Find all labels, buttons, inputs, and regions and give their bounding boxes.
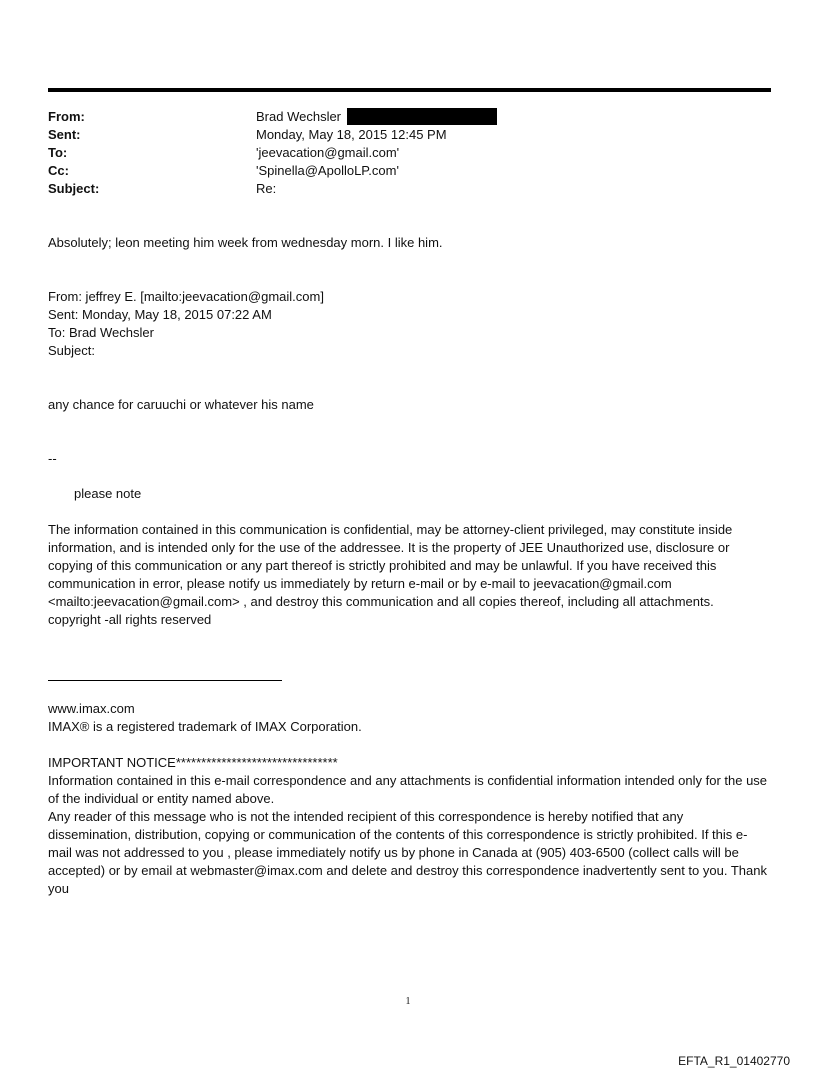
from-label: From: xyxy=(48,109,85,124)
quoted-body xyxy=(48,396,768,414)
from-value xyxy=(256,108,768,126)
signature-separator xyxy=(48,680,282,681)
please-note: please note xyxy=(74,486,142,501)
from-row xyxy=(48,108,768,126)
quoted-subject: Subject: xyxy=(48,343,95,358)
subject-label: Subject: xyxy=(48,181,100,196)
notice-title: IMPORTANT NOTICE******************************** xyxy=(48,755,338,770)
reply-text: Absolutely; leon meeting him week from wednesday morn. I like him. xyxy=(48,235,443,250)
disclaimer-text: The information contained in this communication is confidential, may be attorney-client privileged, may constitute inside information, and is intended only for the use of the addressee. It is the property of JEE Unauthorized use, disclosure or copying of this communication or any part thereof is strictly prohibited and may be unlawful. If you have received this communication in error, please notify us immediately by return e-mail or by e-mail to jeevacation@gmail.com <mailto:jeevacation@gmail.com> , and destroy this communication and all copies thereof, including all attachments. copyright -all rights reserved xyxy=(48,522,733,627)
cc-label: Cc: xyxy=(48,163,69,178)
sent-label: Sent: xyxy=(48,127,81,142)
page-number: 1 xyxy=(405,996,411,1007)
notice-paragraph-2: Any reader of this message who is not the intended recipient of this correspondence is hereby notified that any dissemination, distribution, copying or communication of the contents of this correspondence is strictly prohibited. If this e-mail was not addressed to you , please immediately notify us by phone in Canada at (905) 403-6500 (collect calls will be accepted) or by email at webmaster@imax.com and delete and destroy this correspondence inadvertently sent to you. Thank you xyxy=(48,809,767,896)
notice-paragraph-1: Information contained in this e-mail correspondence and any attachments is confidential information intended only for the use of the individual or entity named above. xyxy=(48,773,768,806)
email-header xyxy=(48,108,768,198)
trademark: IMAX® is a registered trademark of IMAX Corporation. xyxy=(48,719,362,734)
reply-body xyxy=(48,234,768,252)
to-value: 'jeevacation@gmail.com' xyxy=(256,145,400,160)
signature-dash xyxy=(48,450,768,468)
sent-value: Monday, May 18, 2015 12:45 PM xyxy=(256,127,447,142)
quoted-sent: Sent: Monday, May 18, 2015 07:22 AM xyxy=(48,307,272,322)
subject-row xyxy=(48,180,768,198)
bates-number: EFTA_R1_01402770 xyxy=(678,1054,790,1068)
sig-dash: -- xyxy=(48,451,57,466)
confidentiality-disclaimer xyxy=(48,521,768,629)
to-label: To: xyxy=(48,145,68,160)
quoted-text: any chance for caruuchi or whatever his name xyxy=(48,397,314,412)
cc-row xyxy=(48,162,768,180)
sent-row xyxy=(48,126,768,144)
subject-value: Re: xyxy=(256,181,277,196)
header-rule xyxy=(48,88,771,92)
cc-value: 'Spinella@ApolloLP.com' xyxy=(256,163,399,178)
imax-footer xyxy=(48,700,768,736)
website: www.imax.com xyxy=(48,701,135,716)
quoted-header xyxy=(48,288,768,360)
quoted-to: To: Brad Wechsler xyxy=(48,325,154,340)
redaction-block xyxy=(347,108,497,125)
please-note-block xyxy=(48,485,768,503)
important-notice xyxy=(48,754,768,898)
from-name: Brad Wechsler xyxy=(256,109,342,124)
to-row xyxy=(48,144,768,162)
quoted-from: From: jeffrey E. [mailto:jeevacation@gmail.com] xyxy=(48,289,324,304)
